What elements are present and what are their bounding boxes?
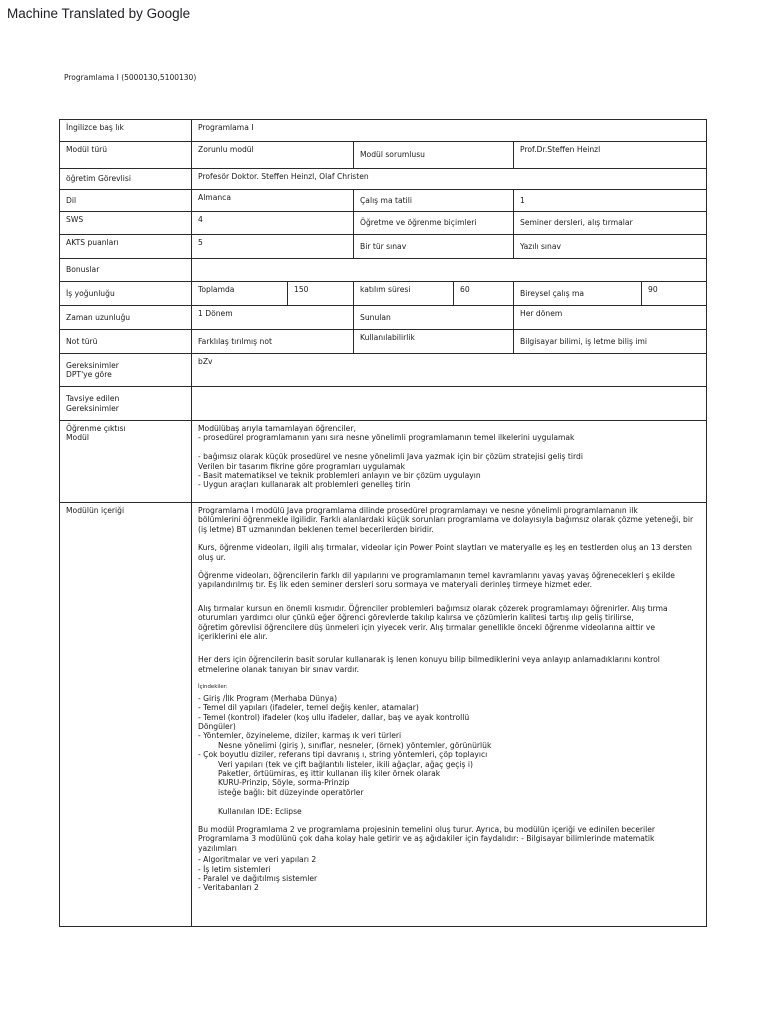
toc-heading: İçindekiler: (198, 684, 228, 691)
toc-line-indented: Nesne yönelimi (giriş ), sınıflar, nesneler, (örnek) yöntemler, görünürlük (218, 740, 492, 750)
requirements-label-line1: Gereksinimler (66, 360, 119, 370)
row-english-title (60, 120, 707, 142)
module-type-label: Modül türü (60, 142, 192, 169)
total-value: 150 (288, 282, 354, 306)
closing-list-item: - Algoritmalar ve veri yapıları 2 (198, 855, 317, 865)
row-requirements (60, 354, 707, 387)
offered-label: Sunulan (354, 306, 514, 330)
module-table (59, 119, 707, 927)
recommended-label-line1: Tavsiye edilen (66, 394, 120, 404)
bonus-value (192, 259, 707, 282)
closing-paragraph: Bu modül Programlama 2 ve programlama projesinin temelini oluş turur. Ayrıca, bu modülün içeriği ve edinilen beceriler Programlama 3 modülünü çok daha kolay hale getirir ve aş ağıdakiler için faydalıdır: - Bilgisayar bilimlerinde matematik yazılımları (198, 824, 656, 853)
row-content (60, 503, 707, 927)
language-label: Dil (60, 190, 192, 212)
content-label: Modülün içeriği (60, 503, 192, 927)
offered-value: Her dönem (514, 306, 707, 330)
recommended-value (192, 387, 707, 421)
exam-label: Bir tür sınav (354, 235, 514, 259)
grading-label: Not türü (60, 330, 192, 354)
sws-value: 4 (192, 212, 354, 235)
self-study-value: 90 (642, 282, 707, 306)
usability-value: Bilgisayar bilimi, iş letme biliş imi (514, 330, 707, 354)
content-paragraph: Kurs, öğrenme videoları, ilgili alış tırmalar, videolar için Power Point slaytları ve materyalle eş leş en testlerden oluş an 13 dersten oluş ur. (198, 543, 692, 562)
outcome-line: - Uygun araçları kullanarak alt problemleri genelleş tirin (198, 480, 411, 490)
outcome-line: - prosedürel programlamanın yanı sıra nesne yönelimli programlamanın temel ilkelerini uygulamak (198, 433, 575, 443)
toc-line: - Giriş /İlk Program (Merhaba Dünya) (198, 693, 338, 703)
ects-label: AKTS puanları (60, 235, 192, 259)
total-label: Toplamda (192, 282, 288, 306)
document-title: Programlama I (5000130,5100130) (64, 73, 197, 82)
exam-value: Yazılı sınav (514, 235, 707, 259)
english-title-value: Programlama I (192, 120, 707, 142)
toc-line-indented: KURU-Prinzip, Söyle, sorma-Prinzip (218, 778, 350, 788)
outcomes-label-line1: Öğrenme çıktısı (66, 424, 126, 433)
toc-line-indented: Kullanılan IDE: Eclipse (218, 806, 302, 816)
sws-label: SWS (60, 212, 192, 235)
english-title-label: İngilizce baş lık (60, 120, 192, 142)
recommended-label-line2: Gereksinimler (66, 403, 119, 413)
outcomes-label-line2: Modül (66, 433, 89, 443)
lecturer-value: Profesör Doktor. Steffen Heinzl, Olaf Christen (192, 169, 707, 190)
grading-value: Farklılaş tırılmış not (192, 330, 354, 354)
language-value: Almanca (192, 190, 354, 212)
row-grading (60, 330, 707, 354)
content-paragraph: Programlama I modülü Java programlama dilinde prosedürel programlamayı ve nesne yönelimli programlamanın ilk bölümlerini öğrenmekle ilgilidir. Farklı alanlardaki küçük sorunları programlama ve dolayısıyla bağımsız olarak çözme yeteneği, bir (iş letme) BT uzmanından beklenen temel becerilerden biridir. (198, 506, 694, 534)
self-study-label: Bireysel çalış ma (514, 282, 642, 306)
toc-line: - Temel dil yapıları (ifadeler, temel değiş kenler, atamalar) (198, 703, 419, 713)
closing-list-item: - Veritabanları 2 (198, 883, 259, 893)
row-recommended (60, 387, 707, 421)
requirements-value: bZv (192, 354, 707, 387)
toc-line: - Yöntemler, özyineleme, diziler, karmaş ık veri türleri (198, 731, 402, 741)
row-workload (60, 282, 707, 306)
outcome-line: Verilen bir tasarım fikrine göre programları uygulamak (198, 461, 406, 471)
outcomes-value (192, 421, 707, 503)
toc-line: - Temel (kontrol) ifadeler (koş ullu ifadeler, dallar, baş ve ayak kontrollü (198, 712, 470, 722)
recommended-label (60, 387, 192, 421)
requirements-label (60, 354, 192, 387)
usability-label: Kullanılabilirlik (354, 330, 514, 354)
row-module-type (60, 142, 707, 169)
row-outcomes (60, 421, 707, 503)
closing-list-item: - İş letim sistemleri (198, 864, 271, 874)
attendance-value: 60 (454, 282, 514, 306)
outcome-line (198, 443, 700, 452)
row-language (60, 190, 707, 212)
semester-value: 1 (514, 190, 707, 212)
ects-value: 5 (192, 235, 354, 259)
outcome-line: - bağımsız olarak küçük prosedürel ve nesne yönelimli Java yazmak için bir çözüm stratejisi geliş tirdi (198, 452, 583, 462)
requirements-label-line2: DPT'ye göre (66, 370, 112, 379)
toc-line-indented (198, 797, 700, 806)
outcomes-label (60, 421, 192, 503)
teaching-forms-value: Seminer dersleri, alış tırmalar (514, 212, 707, 235)
content-paragraph: Alış tırmalar kursun en önemli kısmıdır. Öğrenciler problemleri bağımsız olarak çözerek programlamayı öğrenirler. Alış tırma oturumları yardımcı olur çünkü eğer öğrenci görevlerde takılıp kalırsa ve çözümlerin kalitesi tartış ılıp geliş tirilirse, öğretim görevlisi öğrencilere düş ünmeleri için yiyecek verir. Alış tırmalar genellikle önceki öğrenme videolarına aittir ve içeriklerini ele alır. (198, 603, 668, 642)
outcome-line: Modülübaş arıyla tamamlayan öğrenciler, (198, 424, 356, 433)
content-paragraph: Her ders için öğrencilerin basit sorular kullanarak iş lenen konuyu bilip bilmediklerini veya anlayıp anlamadıklarını kontrol etmelerine olanak tanıyan bir sınav vardır. (198, 655, 660, 674)
row-bonus (60, 259, 707, 282)
toc-line-indented: isteğe bağlı: bit düzeyinde operatörler (218, 787, 364, 797)
content-paragraph: Öğrenme videoları, öğrencilerin farklı dil yapılarını ve programlamanın temel kavramlarını yavaş yavaş öğrenecekleri ş ekilde yapılandırılmış tır. Eş lik eden seminer dersleri soru sormaya ve materyali derinleş tirmeye hizmet eder. (198, 571, 675, 590)
toc-line: Döngüler) (198, 721, 236, 731)
row-duration (60, 306, 707, 330)
semester-label: Çalış ma tatili (354, 190, 514, 212)
module-resp-label: Modül sorumlusu (354, 142, 514, 169)
duration-label: Zaman uzunluğu (60, 306, 192, 330)
attendance-label: katılım süresi (354, 282, 454, 306)
bonus-label: Bonuslar (60, 259, 192, 282)
duration-value: 1 Dönem (192, 306, 354, 330)
row-ects (60, 235, 707, 259)
module-resp-value: Prof.Dr.Steffen Heinzl (514, 142, 707, 169)
content-value (192, 503, 707, 927)
outcome-line: - Basit matematiksel ve teknik problemleri anlayın ve bir çözüm uygulayın (198, 471, 481, 481)
machine-translated-banner: Machine Translated by Google (7, 6, 191, 21)
row-lecturer (60, 169, 707, 190)
module-type-value: Zorunlu modül (192, 142, 354, 169)
teaching-forms-label: Öğretme ve öğrenme biçimleri (354, 212, 514, 235)
toc-line-indented: Veri yapıları (tek ve çift bağlantılı listeler, ikili ağaçlar, ağaç geçiş i) (218, 759, 473, 769)
toc-line-indented: Paketler, örtüümiras, eş ittir kullanan iliş kiler örnek olarak (218, 768, 441, 778)
toc-line: - Çok boyutlu diziler, referans tipi davranış ı, string yöntemleri, çöp toplayıcı (198, 750, 488, 760)
workload-label: İş yoğunluğu (60, 282, 192, 306)
closing-list-item: - Paralel ve dağıtılmış sistemler (198, 874, 318, 883)
row-sws (60, 212, 707, 235)
lecturer-label: öğretim Görevlisi (60, 169, 192, 190)
